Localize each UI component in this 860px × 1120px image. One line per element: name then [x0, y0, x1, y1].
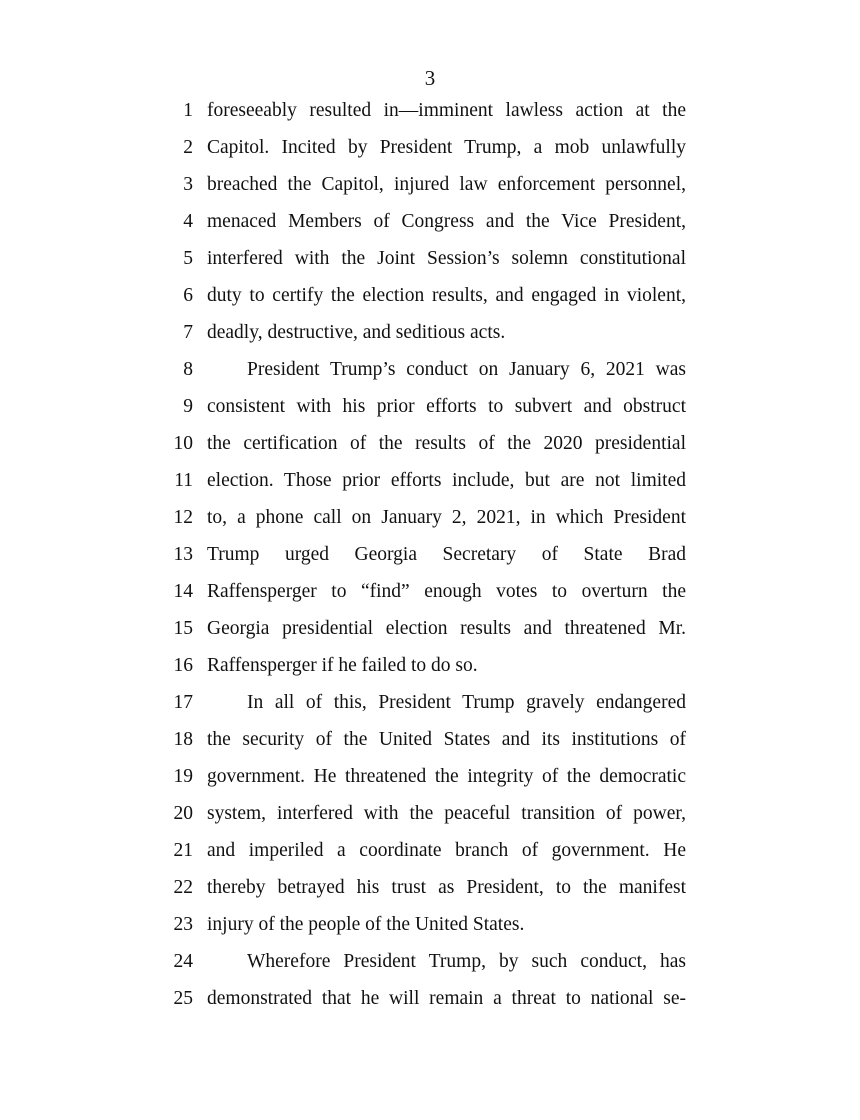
line-text: President Trump’s conduct on January 6, 2021 was: [247, 359, 686, 380]
line-number: 10: [173, 433, 193, 454]
line-number: 12: [173, 507, 193, 528]
line-number: 25: [173, 988, 193, 1009]
numbered-line: [0, 910, 860, 947]
line-text: Georgia presidential election results and threatened Mr.: [207, 618, 686, 639]
line-number: 15: [173, 618, 193, 639]
line-text: foreseeably resulted in—imminent lawless action at the: [207, 100, 686, 121]
line-number: 20: [173, 803, 193, 824]
line-text: the certification of the results of the 2020 presidential: [207, 433, 686, 454]
numbered-line: [0, 762, 860, 799]
line-text: injury of the people of the United States.: [207, 914, 525, 935]
line-text: election. Those prior efforts include, but are not limited: [207, 470, 686, 491]
numbered-line: [0, 651, 860, 688]
numbered-line: [0, 984, 860, 1021]
numbered-line: [0, 170, 860, 207]
line-number: 5: [183, 248, 193, 269]
line-text: the security of the United States and its institutions of: [207, 729, 686, 750]
line-text: Wherefore President Trump, by such conduct, has: [247, 951, 686, 972]
line-text: In all of this, President Trump gravely endangered: [247, 692, 686, 713]
line-text: Raffensperger if he failed to do so.: [207, 655, 478, 676]
line-text: Trump urged Georgia Secretary of State Brad: [207, 544, 686, 565]
line-number: 7: [183, 322, 193, 343]
page-number: 3: [424, 66, 436, 90]
line-number: 24: [173, 951, 193, 972]
line-number: 1: [183, 100, 193, 121]
line-text: to, a phone call on January 2, 2021, in which President: [207, 507, 686, 528]
numbered-line: [0, 947, 860, 984]
numbered-line: [0, 466, 860, 503]
line-number: 14: [173, 581, 193, 602]
numbered-line: [0, 392, 860, 429]
numbered-line: [0, 429, 860, 466]
line-number: 22: [173, 877, 193, 898]
numbered-line: [0, 207, 860, 244]
line-text: deadly, destructive, and seditious acts.: [207, 322, 506, 343]
line-text: system, interfered with the peaceful transition of power,: [207, 803, 686, 824]
line-number: 13: [173, 544, 193, 565]
numbered-line: [0, 281, 860, 318]
numbered-line: [0, 614, 860, 651]
line-number: 4: [183, 211, 193, 232]
line-text: thereby betrayed his trust as President, to the manifest: [207, 877, 686, 898]
line-number: 18: [173, 729, 193, 750]
line-number: 21: [173, 840, 193, 861]
line-number: 6: [183, 285, 193, 306]
line-number: 16: [173, 655, 193, 676]
numbered-line: [0, 725, 860, 762]
numbered-line: [0, 503, 860, 540]
numbered-line: [0, 873, 860, 910]
line-text: government. He threatened the integrity of the democratic: [207, 766, 686, 787]
line-text: Capitol. Incited by President Trump, a mob unlawfully: [207, 137, 686, 158]
numbered-line: [0, 577, 860, 614]
numbered-line: [0, 133, 860, 170]
line-number: 9: [183, 396, 193, 417]
line-text: breached the Capitol, injured law enforcement personnel,: [207, 174, 686, 195]
line-text: and imperiled a coordinate branch of government. He: [207, 840, 686, 861]
line-number: 19: [173, 766, 193, 787]
line-text: Raffensperger to “find” enough votes to overturn the: [207, 581, 686, 602]
line-text: demonstrated that he will remain a threat to national se-: [207, 988, 686, 1009]
numbered-line: [0, 96, 860, 133]
line-number: 17: [173, 692, 193, 713]
line-text: menaced Members of Congress and the Vice President,: [207, 211, 686, 232]
line-number: 23: [173, 914, 193, 935]
numbered-line: [0, 540, 860, 577]
numbered-line: [0, 244, 860, 281]
line-number: 2: [183, 137, 193, 158]
numbered-line: [0, 799, 860, 836]
numbered-line: [0, 318, 860, 355]
numbered-line: [0, 355, 860, 392]
numbered-line: [0, 688, 860, 725]
line-number: 8: [183, 359, 193, 380]
line-number: 3: [183, 174, 193, 195]
line-number: 11: [174, 470, 193, 491]
line-text: interfered with the Joint Session’s solemn constitutional: [207, 248, 686, 269]
line-text: duty to certify the election results, and engaged in violent,: [207, 285, 686, 306]
numbered-line: [0, 836, 860, 873]
line-text: consistent with his prior efforts to subvert and obstruct: [207, 396, 686, 417]
